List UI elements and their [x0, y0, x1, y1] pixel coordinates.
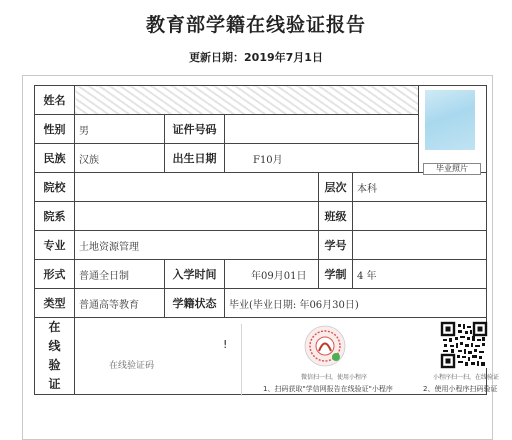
update-date: 更新日期：2019年7月1日 [189, 51, 323, 64]
id-number-label: 证件号码 [165, 115, 225, 144]
verify-step-1: 1、扫码获取"学信网报告在线验证"小程序 [263, 385, 393, 393]
photo-label: 毕业照片 [423, 163, 481, 175]
student-info-table [34, 85, 500, 395]
photo-cell [419, 86, 487, 173]
online-verify-label [35, 318, 75, 395]
ethnicity-label: 民族 [35, 144, 75, 173]
verify-code-label: 在线验证码 [109, 361, 155, 371]
education-type-label: 类型 [35, 289, 75, 318]
online-verify-label-text: 在 线 验 证 [48, 320, 61, 391]
table-row [35, 260, 487, 289]
school-label: 院校 [35, 173, 75, 202]
gender-value: 男 [75, 115, 165, 144]
class-label: 班级 [319, 202, 353, 231]
level-value: 本科 [353, 173, 487, 202]
name-value-redacted [75, 86, 419, 115]
duration-label: 学制 [319, 260, 353, 289]
level-label: 层次 [319, 173, 353, 202]
study-form-label: 形式 [35, 260, 75, 289]
student-number-label: 学号 [319, 231, 353, 260]
student-photo [425, 90, 475, 150]
online-verify-panel [75, 318, 500, 395]
enrollment-status-value: 毕业(毕业日期: 年06月30日) [225, 289, 487, 318]
table-row [35, 202, 487, 231]
verify-mark: ! [223, 338, 228, 351]
table-row [35, 231, 487, 260]
verify-step-2: 2、使用小程序扫码验证 [423, 385, 498, 393]
report-title: 教育部学籍在线验证报告 [145, 14, 366, 36]
qr-code-icon[interactable] [441, 322, 487, 368]
enrollment-time-value: 年09月01日 [225, 260, 319, 289]
table-row [35, 318, 487, 395]
mini-hint-left: 微信扫一扫，使用小程序 [301, 374, 368, 381]
duration-value: 4 年 [353, 260, 487, 289]
ethnicity-value: 汉族 [75, 144, 165, 173]
birth-date-value: F10月 [225, 144, 419, 173]
enrollment-status-label: 学籍状态 [165, 289, 225, 318]
table-row [35, 289, 487, 318]
gender-label: 性别 [35, 115, 75, 144]
class-value [353, 202, 487, 231]
school-value [75, 173, 319, 202]
birth-date-label: 出生日期 [165, 144, 225, 173]
table-row [35, 173, 487, 202]
name-label: 姓名 [35, 86, 75, 115]
major-label: 专业 [35, 231, 75, 260]
education-type-value: 普通高等教育 [75, 289, 165, 318]
id-number-value [225, 115, 419, 144]
student-number-value [353, 231, 487, 260]
department-label: 院系 [35, 202, 75, 231]
study-form-value: 普通全日制 [75, 260, 165, 289]
divider [241, 324, 242, 396]
major-value: 土地资源管理 [75, 231, 319, 260]
mini-hint-right: 小程序扫一扫，在线验证 [433, 374, 500, 381]
enrollment-time-label: 入学时间 [165, 260, 225, 289]
department-value [75, 202, 319, 231]
mini-program-code-icon[interactable] [303, 324, 347, 368]
table-row [35, 86, 487, 115]
